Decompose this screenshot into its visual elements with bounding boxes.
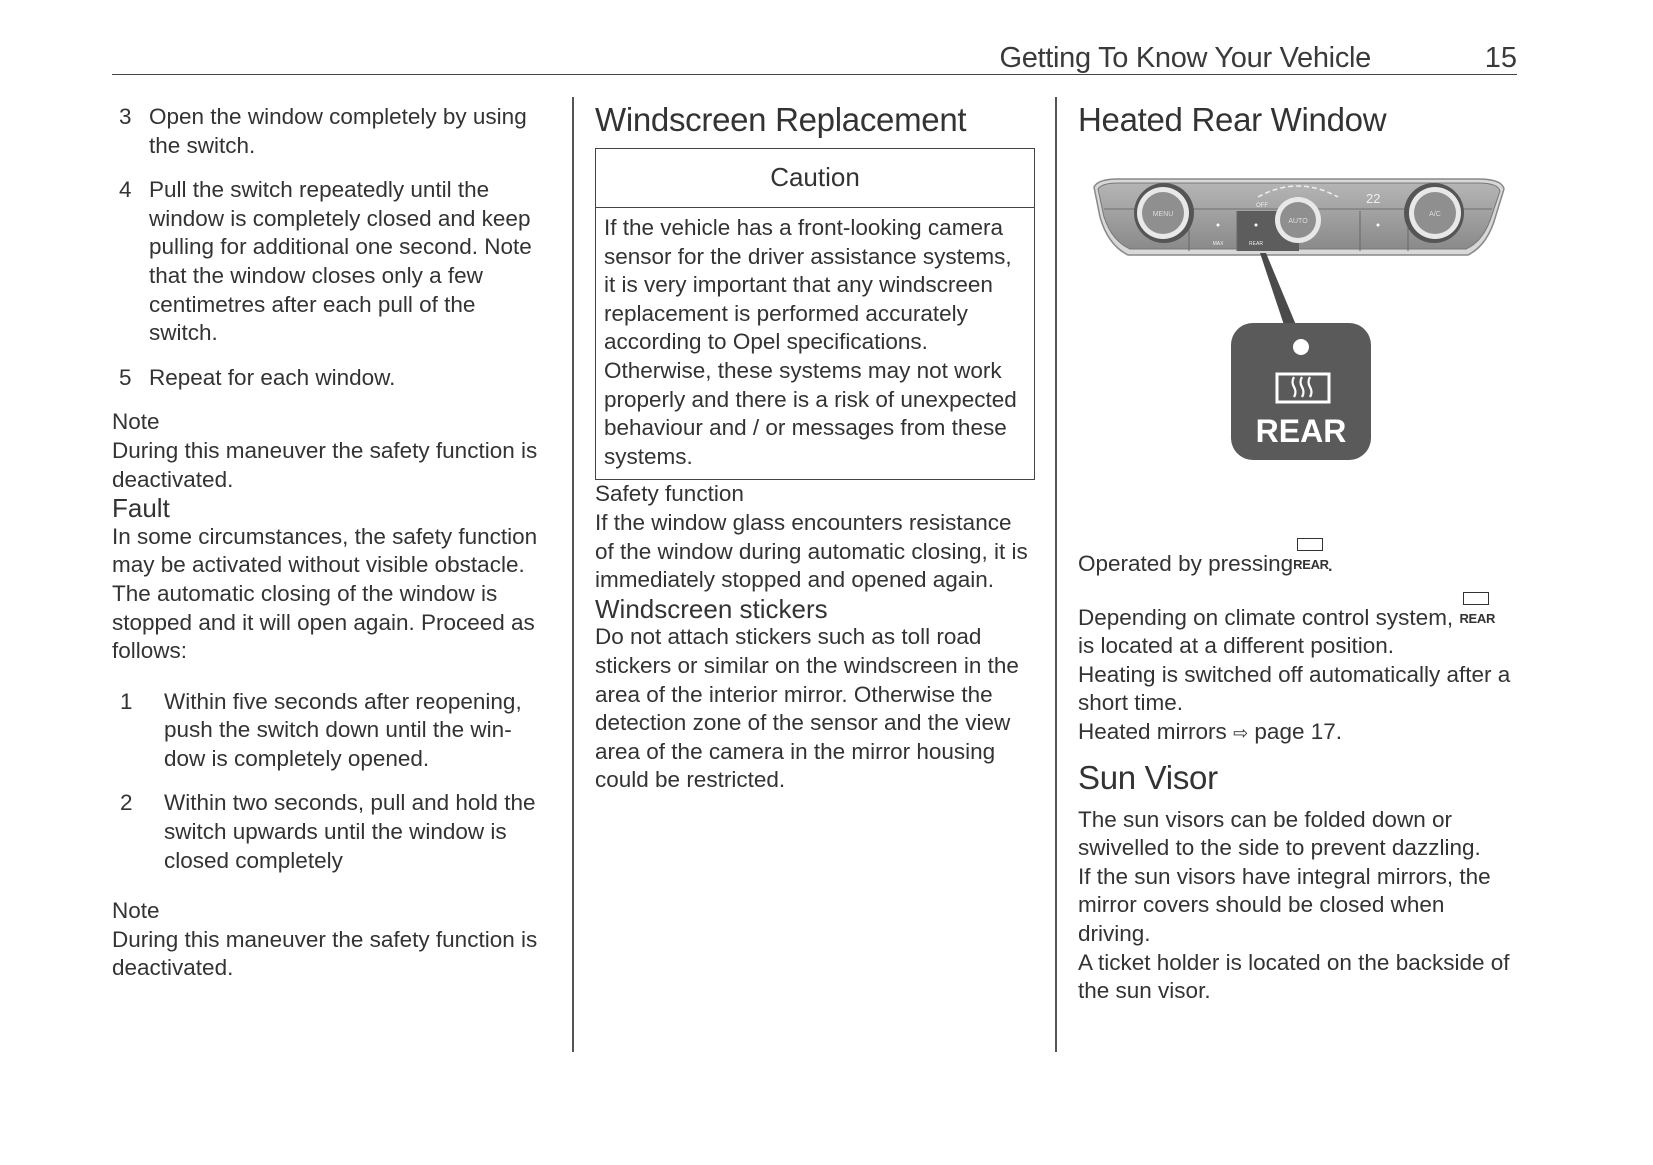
auto-knob [1275,197,1321,243]
climate-control-illustration [1088,175,1508,465]
svg-text:MENU: MENU [1152,211,1174,218]
rear-defrost-icon: REAR [1459,598,1493,626]
operated-text: Operated by pressing REAR . [1078,544,1520,579]
note-heading: Note [112,898,160,924]
callout-pointer [1260,253,1296,325]
svg-text:OFF: OFF [1256,203,1268,209]
section-title: Getting To Know Your Vehicle [999,42,1371,74]
menu-knob [1134,183,1194,243]
heated-rear-window-text [1078,544,1520,1006]
sun-visor-text: If the sun visors have integral mirrors, the mirror covers should be closed when driving. [1078,863,1491,946]
section-heading: Heated Rear Window [1078,101,1387,138]
page-number: 15 [1484,42,1517,74]
safety-function-heading: Safety function [595,481,744,507]
step-number: 2 [120,790,133,816]
step-text: Within five seconds after reopening, push the switch down until the win-dow is completely opened. [164,688,522,771]
heating-off-text: Heating is switched off automatically after a short time. [1078,661,1511,716]
heated-mirrors-ref [1078,718,1520,748]
page-reference-link[interactable]: page 17. [1254,718,1343,744]
ac-knob [1404,183,1464,243]
caution-box [595,148,1035,480]
svg-text:REAR: REAR [1249,241,1263,247]
step-item [112,364,552,393]
step-number: 1 [120,688,133,714]
step-item [112,688,552,774]
step-number: 4 [119,177,132,203]
step-list [112,103,552,392]
fault-heading: Fault [112,493,170,524]
step-text: Repeat for each window. [149,364,396,390]
note-text: During this maneuver the safety function is deactivated. [112,437,538,492]
depending-label: Depending on climate control system, [1078,604,1454,630]
temperature-display: 22 [1366,191,1381,206]
svg-text:MAX: MAX [1212,241,1224,247]
note-heading: Note [112,409,160,435]
caution-text: If the vehicle has a front-looking camera sensor for the driver assistance systems, it is very important that any windscreen replacement is performed accurately according to Opel specifications. Otherwise, these systems may not work properly and there is a risk of unexpected behaviour and / or messages from these systems. [604,215,1017,469]
depending-label-2: is located at a different position. [1078,633,1395,659]
safety-function-text: If the window glass encounters resistance of the window during automatic closing, it is immediately stopped and opened again. [595,509,1028,593]
mirrors-label: Heated mirrors [1078,718,1227,744]
step-number: 3 [119,104,132,129]
caution-heading: Caution [596,149,1034,208]
operated-label: Operated by pressing [1078,551,1294,576]
sun-visor-heading: Sun Visor [1078,758,1218,796]
svg-text:AUTO: AUTO [1288,218,1308,225]
sun-visor-text: A ticket holder is located on the backside of the sun visor. [1078,949,1510,1004]
column-divider [1055,97,1057,1052]
note-text: During this maneuver the safety function is deactivated. [112,926,538,981]
depending-text [1078,598,1520,661]
step-item [112,103,552,160]
left-column [112,103,552,983]
svg-text:A/C: A/C [1429,211,1441,218]
step-number: 5 [119,364,132,390]
step-text: Open the window completely by using the switch. [149,104,527,158]
arrow-right-icon: ⇨ [1233,722,1249,743]
middle-column [595,100,1035,795]
right-column [1078,100,1520,140]
step-text: Pull the switch repeatedly until the window is completely closed and keep pulling for additional one second. Note that the window closes only a few centimetres after each pull of the switch. [149,177,532,346]
section-heading: Windscreen Replacement [595,101,967,138]
stickers-text: Do not attach stickers such as toll road stickers or similar on the windscreen in the area of the interior mirror. Otherwise the detection zone of the sensor and the view area of the camera in the mirror housing could be restricted. [595,624,1019,793]
step-item [112,789,552,875]
step-text: Within two seconds, pull and hold the switch upwards until the window is closed completely [164,790,536,873]
column-divider [572,97,574,1052]
step-item [112,176,552,348]
stickers-heading: Windscreen stickers [595,593,828,624]
callout-label: REAR [1255,413,1347,449]
fault-step-list [112,688,552,876]
fault-text: In some circumstances, the safety function may be activated without visible obstacle. The automatic closing of the window is stopped and it will open again. Proceed as follows: [112,523,538,664]
rear-defrost-icon: REAR [1293,544,1327,572]
sun-visor-text: The sun visors can be folded down or swivelled to the side to prevent dazzling. [1078,806,1481,861]
page-header [112,38,1517,75]
